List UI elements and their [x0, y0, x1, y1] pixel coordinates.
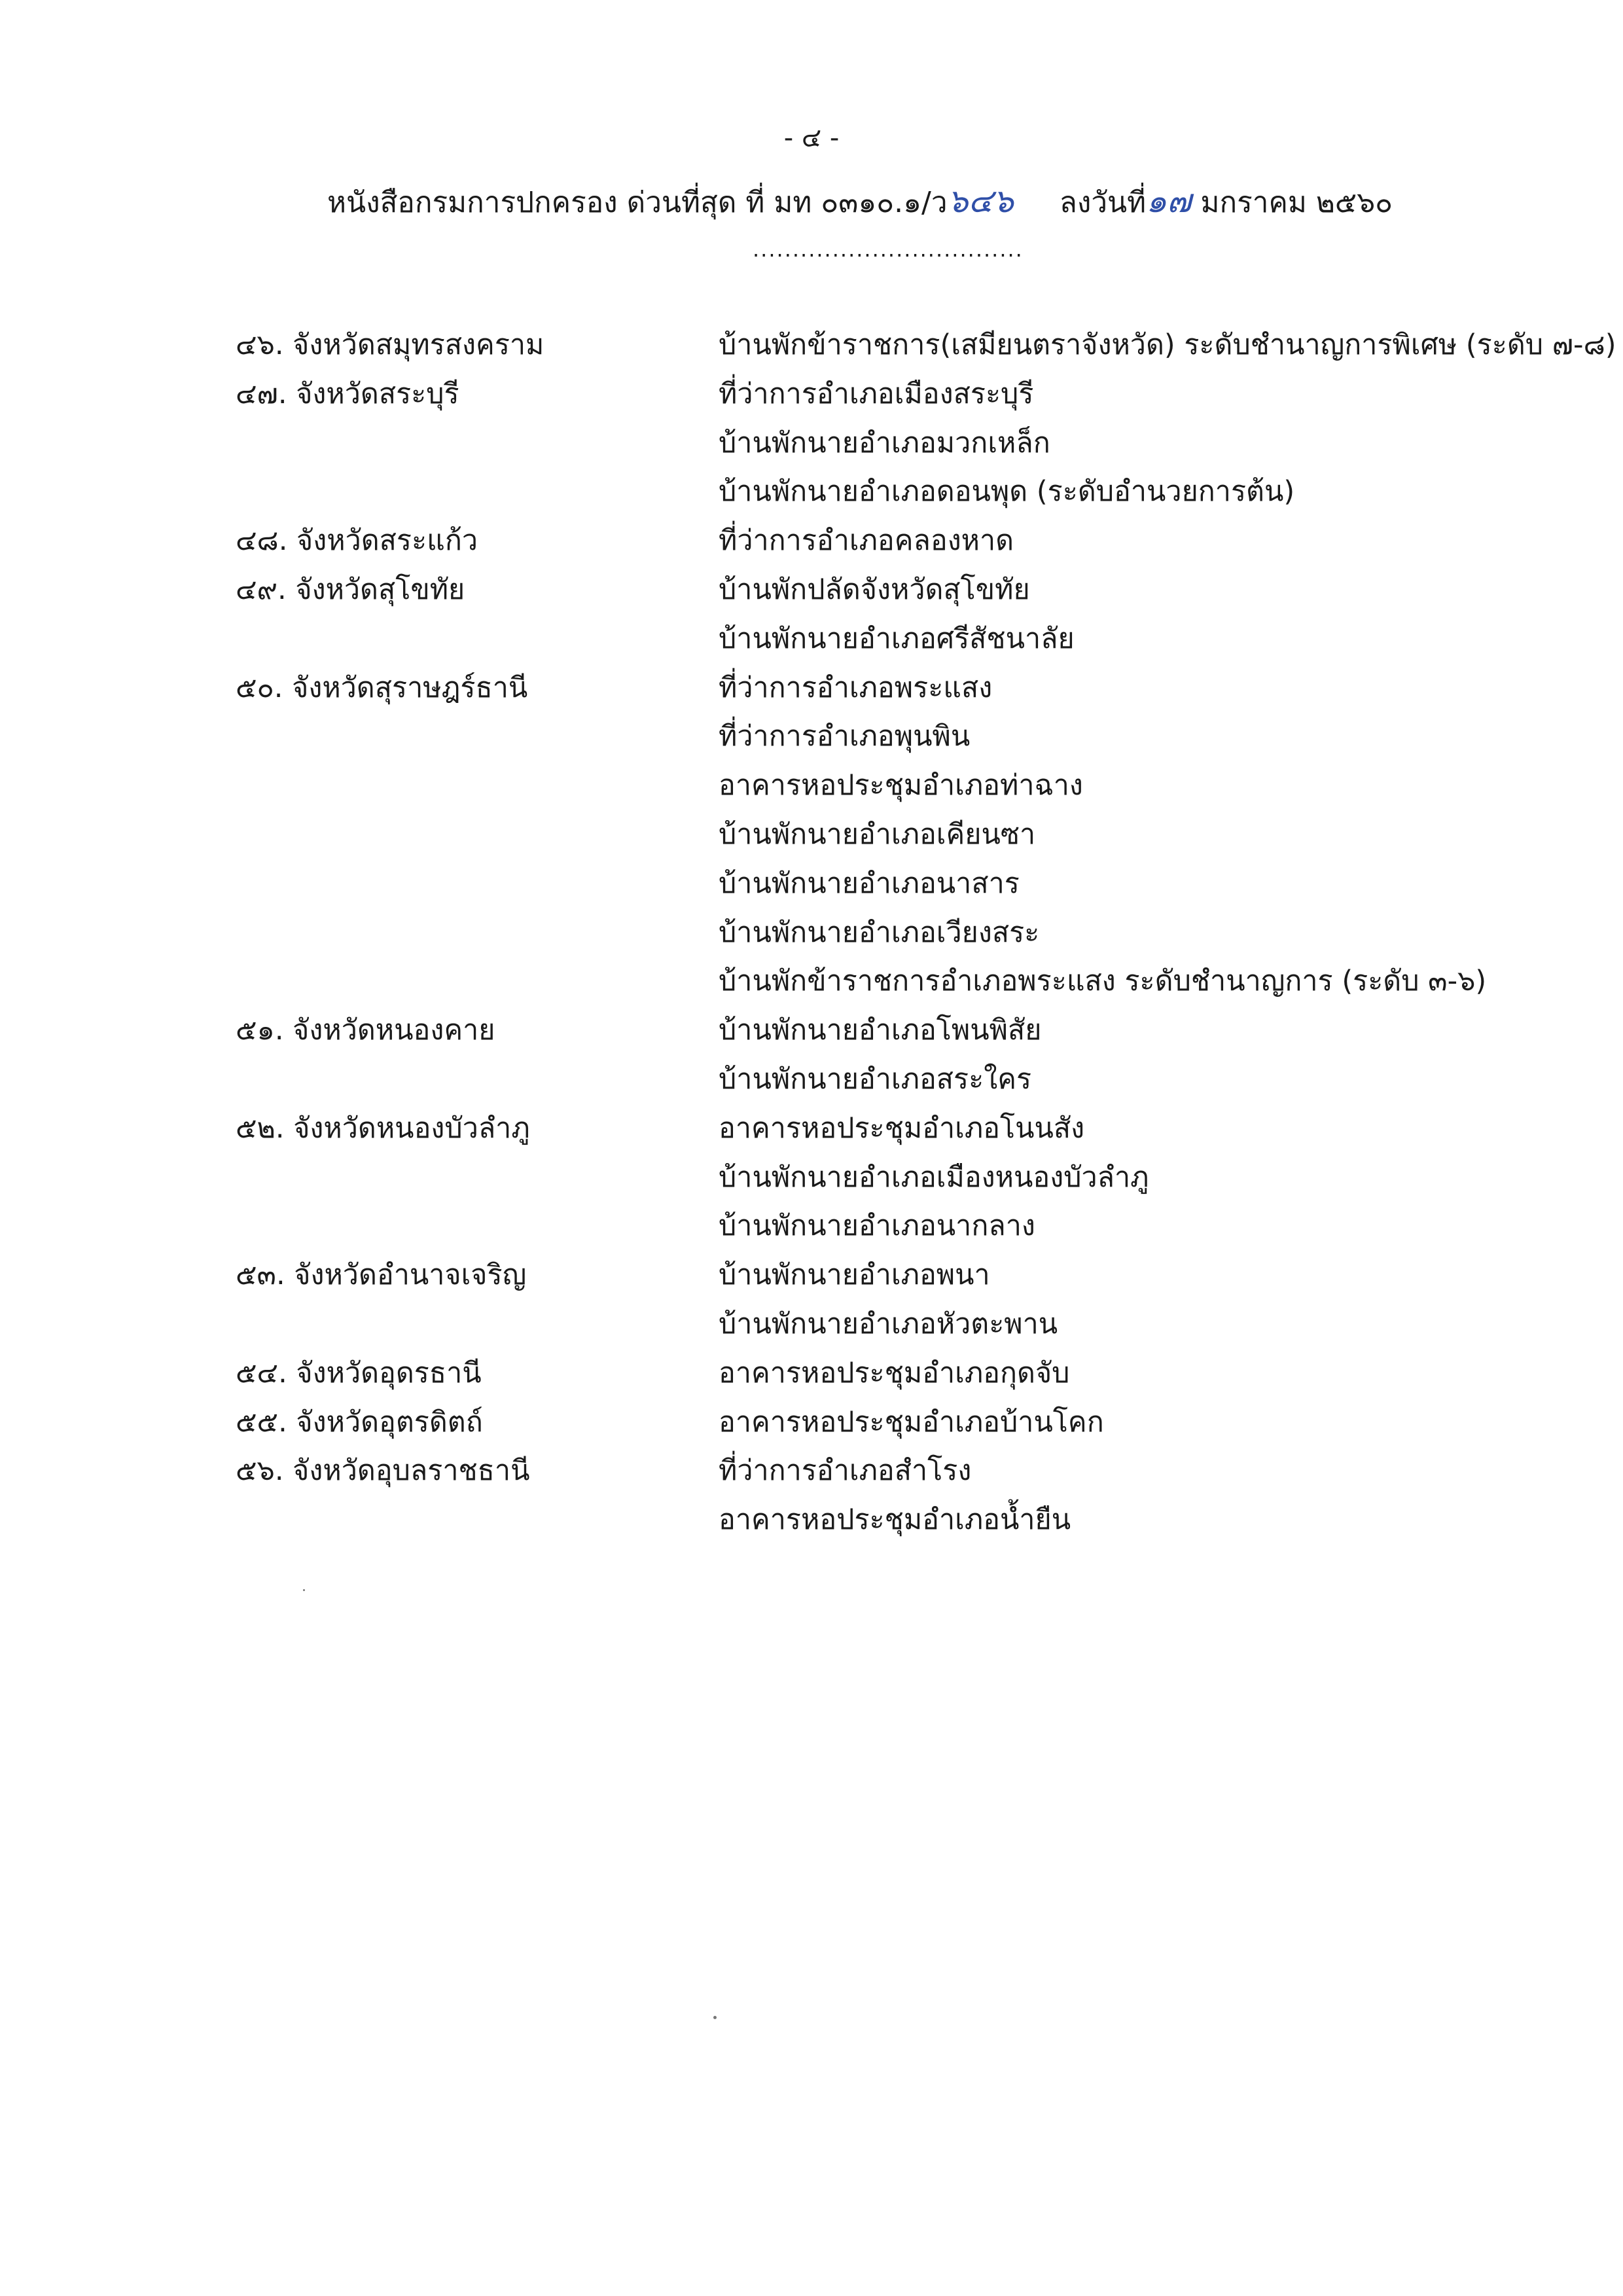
- place-label: บ้านพักนายอำเภอมวกเหล็ก: [719, 426, 1050, 459]
- list-row: [236, 812, 1584, 861]
- province-place-list: [236, 322, 1616, 1546]
- list-row: [236, 322, 1616, 371]
- place-label: ที่ว่าการอำเภอคลองหาด: [719, 524, 1014, 558]
- handwritten-doc-number: ๖๔๖: [947, 182, 1014, 220]
- province-label: ๔๘. จังหวัดสระแก้ว: [236, 524, 478, 558]
- list-row: [236, 910, 1584, 959]
- place-label: บ้านพักนายอำเภอนาสาร: [719, 867, 1020, 900]
- place-label: อาคารหอประชุมอำเภอน้ำยืน: [719, 1503, 1071, 1537]
- place-label: ที่ว่าการอำเภอสำโรง: [719, 1454, 972, 1488]
- place-label: บ้านพักปลัดจังหวัดสุโขทัย: [719, 573, 1030, 606]
- date-label: ลงวันที่: [1059, 186, 1147, 219]
- place-label: บ้านพักข้าราชการ(เสมียนตราจังหวัด) ระดับชำนาญการพิเศษ (ระดับ ๗-๘): [719, 329, 1616, 361]
- scan-speck: [303, 1589, 305, 1591]
- page-number: - ๔ -: [783, 123, 840, 153]
- place-label: บ้านพักนายอำเภอศรีสัชนาลัย: [719, 622, 1075, 655]
- province-label: ๕๒. จังหวัดหนองบัวลำภู: [236, 1111, 530, 1145]
- list-row: [236, 1399, 1584, 1448]
- list-row: [236, 1497, 1584, 1546]
- document-header: [327, 175, 1505, 227]
- handwritten-date-day: ๑๗: [1146, 182, 1192, 220]
- place-label: อาคารหอประชุมอำเภอโนนสัง: [719, 1111, 1085, 1145]
- list-row: [236, 1056, 1584, 1105]
- list-row: [236, 469, 1584, 518]
- place-label: บ้านพักนายอำเภอพนา: [719, 1259, 990, 1292]
- place-label: อาคารหอประชุมอำเภอท่าฉาง: [719, 769, 1083, 802]
- place-label: บ้านพักนายอำเภอโพนพิสัย: [719, 1014, 1042, 1047]
- list-row: [236, 1105, 1584, 1155]
- list-row: [236, 420, 1584, 469]
- date-month-year: มกราคม ๒๕๖๐: [1200, 186, 1393, 219]
- list-row: [236, 1252, 1584, 1301]
- province-label: ๔๙. จังหวัดสุโขทัย: [236, 573, 465, 606]
- province-label: ๕๓. จังหวัดอำนาจเจริญ: [236, 1259, 527, 1292]
- place-label: บ้านพักนายอำเภอหัวตะพาน: [719, 1307, 1058, 1340]
- province-label: ๕๔. จังหวัดอุดรธานี: [236, 1356, 482, 1390]
- province-label: ๕๑. จังหวัดหนองคาย: [236, 1014, 495, 1047]
- list-row: [236, 1007, 1584, 1056]
- province-label: ๔๖. จังหวัดสมุทรสงคราม: [236, 329, 544, 361]
- province-label: ๕๐. จังหวัดสุราษฎร์ธานี: [236, 671, 528, 704]
- province-label: ๕๕. จังหวัดอุตรดิตถ์: [236, 1405, 483, 1439]
- scan-speck: [713, 2016, 717, 2019]
- list-row: [236, 567, 1584, 616]
- list-row: [236, 1155, 1584, 1204]
- place-label: ที่ว่าการอำเภอเมืองสระบุรี: [719, 377, 1034, 410]
- place-label: ที่ว่าการอำเภอพุนพิน: [719, 720, 971, 753]
- list-row: [236, 518, 1584, 567]
- list-row: [236, 958, 1584, 1007]
- place-label: ที่ว่าการอำเภอพระแสง: [719, 671, 993, 704]
- place-label: บ้านพักนายอำเภอเวียงสระ: [719, 916, 1040, 949]
- place-label: บ้านพักนายอำเภอดอนพุด (ระดับอำนวยการต้น): [719, 475, 1295, 509]
- place-label: บ้านพักนายอำเภอเมืองหนองบัวลำภู: [719, 1160, 1149, 1194]
- list-row: [236, 1448, 1584, 1497]
- list-row: [236, 762, 1584, 812]
- list-row: [236, 616, 1584, 665]
- list-row: [236, 1350, 1584, 1399]
- place-label: อาคารหอประชุมอำเภอกุดจับ: [719, 1356, 1070, 1390]
- place-label: บ้านพักข้าราชการอำเภอพระแสง ระดับชำนาญการ (ระดับ ๓-๖): [719, 965, 1487, 998]
- dotted-separator: ..................................: [753, 237, 1024, 262]
- province-label: ๔๗. จังหวัดสระบุรี: [236, 377, 459, 410]
- list-row: [236, 1301, 1584, 1350]
- list-row: [236, 713, 1584, 762]
- list-row: [236, 861, 1584, 910]
- list-row: [236, 371, 1584, 420]
- list-row: [236, 665, 1584, 714]
- province-label: ๕๖. จังหวัดอุบลราชธานี: [236, 1454, 530, 1488]
- list-row: [236, 1203, 1584, 1252]
- place-label: บ้านพักนายอำเภอเคียนซา: [719, 817, 1036, 851]
- header-reference: หนังสือกรมการปกครอง ด่วนที่สุด ที่ มท ๐๓๑๐.๑/ว: [327, 186, 948, 219]
- place-label: อาคารหอประชุมอำเภอบ้านโคก: [719, 1405, 1104, 1439]
- place-label: บ้านพักนายอำเภอนากลาง: [719, 1210, 1035, 1243]
- place-label: บ้านพักนายอำเภอสระใคร: [719, 1062, 1032, 1096]
